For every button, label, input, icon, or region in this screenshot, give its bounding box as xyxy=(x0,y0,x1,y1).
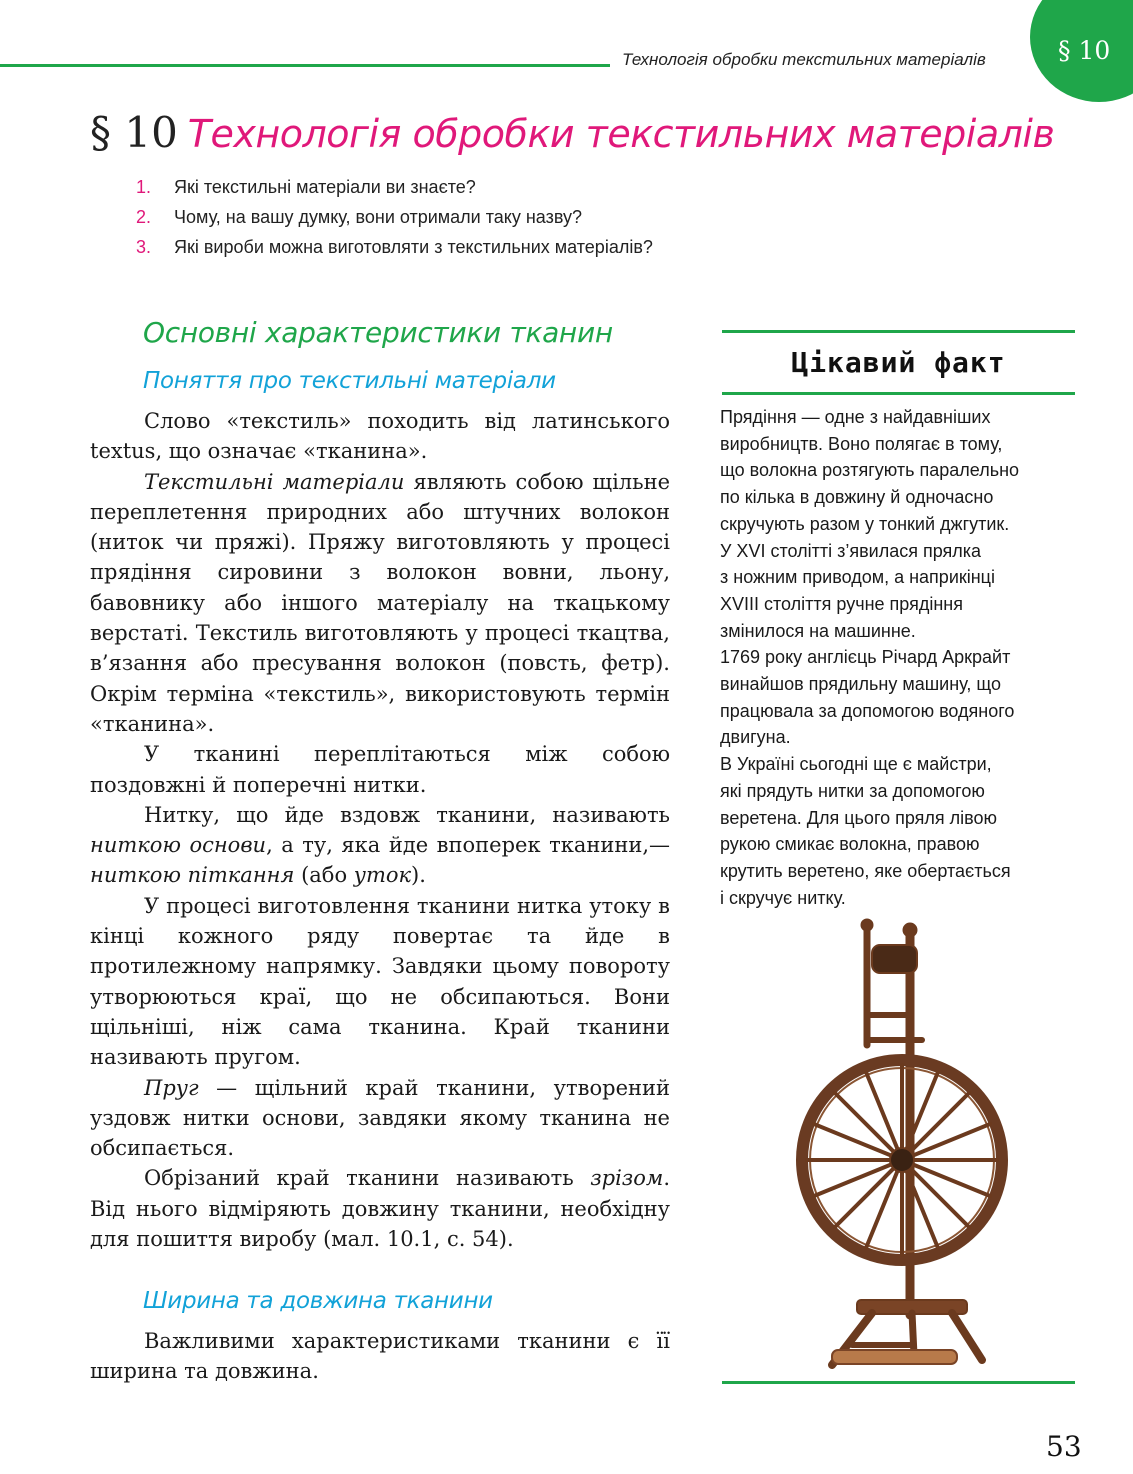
fact-line: які прядуть нитки за допомогою xyxy=(720,780,985,801)
question-text: Які вироби можна виготовляти з текстильних матеріалів? xyxy=(174,237,653,257)
paragraph xyxy=(90,1326,670,1387)
fact-line: з ножним приводом, а наприкінці xyxy=(720,567,995,588)
paragraph-text: (або xyxy=(294,863,354,888)
paragraph-text: . Від нього відміряють довжину тканини, необхідну для пошиття виробу (мал. 10.1, с. 54). xyxy=(90,1166,670,1252)
fact-line: Прядіння — одне з найдавніших xyxy=(720,407,991,427)
paragraph-text: У тканині переплітаються між собою поздовжні й поперечні нитки. xyxy=(90,742,670,797)
fact-line: двигуна. xyxy=(720,727,791,748)
paragraph-text: У процесі виготовлення тканини нитка утоку в кінці кожного ряду повертає та йде в протилежному напрямку. Завдяки цьому повороту утворюються краї, що не обсипаються. Вони щільніші, ніж сама тканина. Край тканини називають пругом. xyxy=(90,893,670,1070)
paragraph xyxy=(90,1073,670,1164)
fact-line: по кілька в довжину й одночасно xyxy=(720,487,994,508)
paragraph xyxy=(90,800,670,891)
paragraph xyxy=(90,467,670,740)
subsection-heading-width-length: Ширина та довжина тканини xyxy=(143,1288,493,1314)
question-number: 3. xyxy=(136,237,152,257)
main-text-block xyxy=(90,406,670,1254)
fact-line: У XVI столітті з’явилася прялка xyxy=(720,540,982,561)
paragraph-text: Нитку, що йде вздовж тканини, називають xyxy=(144,802,670,827)
section-heading: Основні характеристики тканин xyxy=(143,316,613,349)
term-utok: уток xyxy=(353,863,412,888)
spinning-wheel-illustration xyxy=(792,915,1032,1375)
term-weft-thread: ниткою піткання xyxy=(90,863,295,888)
fact-line: і скручує нитку. xyxy=(720,887,846,908)
fact-line: рукою смикає волокна, правою xyxy=(720,834,980,855)
fact-line: В Україні сьогодні ще є майстри, xyxy=(720,754,992,775)
paragraph xyxy=(90,891,670,1073)
question-item xyxy=(136,202,653,232)
fact-line: виробництв. Воно полягає в тому, xyxy=(720,433,1003,454)
paragraph-text: — щільний край тканини, утворений уздовж нитки основи, завдяки якому тканина не обсипається. xyxy=(90,1075,670,1161)
paragraph-text: , а ту, яка йде впоперек тканини,— xyxy=(266,833,670,858)
question-text: Чому, на вашу думку, вони отримали таку назву? xyxy=(174,207,583,227)
paragraph-text: Обрізаний край тканини називають xyxy=(144,1166,591,1191)
fact-top-rule xyxy=(722,330,1075,333)
page-number: 53 xyxy=(1046,1430,1082,1463)
term-textile-materials: Текстильні матеріали xyxy=(144,469,405,494)
page-title xyxy=(90,108,1054,157)
question-list xyxy=(136,172,653,262)
term-cut-edge: зрізом xyxy=(590,1166,664,1191)
title-number: § 10 xyxy=(90,108,178,157)
question-item xyxy=(136,232,653,262)
fact-line: працювала за допомогою водяного xyxy=(720,700,1015,721)
fact-line: 1769 року англієць Річард Аркрайт xyxy=(720,647,1011,668)
paragraph xyxy=(90,1163,670,1254)
term-selvedge: Пруг xyxy=(144,1075,199,1100)
question-number: 2. xyxy=(136,207,152,227)
section-badge-label: § 10 xyxy=(1058,36,1111,65)
paragraph-text: являють собою щільне переплетення природних або штучних волокон (ниток чи пряжі). Пряжу виготовляють у процесі прядіння сировини з волокон вовни, льону, бавовнику або іншого матеріалу на ткацькому верстаті. Текстиль виготовляють у процесі ткацтва, в’язання або пресування волокон (повсть, фетр). Окрім терміна «текстиль», використовують термін «тканина». xyxy=(90,469,670,736)
fact-title: Цікавий факт xyxy=(791,346,1006,379)
question-item xyxy=(136,172,653,202)
paragraph-text: ). xyxy=(411,863,426,888)
question-number: 1. xyxy=(136,177,152,197)
fact-line: змінилося на машинне. xyxy=(720,620,916,641)
subsection-heading-concept: Поняття про текстильні матеріали xyxy=(143,368,556,394)
term-warp-thread: ниткою основи xyxy=(90,833,267,858)
paragraph-text: Важливими характеристиками тканини є її ширина та довжина. xyxy=(90,1329,670,1384)
fact-line: XVIII століття ручне прядіння xyxy=(720,593,963,614)
fact-line: крутить веретено, яке обертається xyxy=(720,860,1011,881)
question-text: Які текстильні матеріали ви знаєте? xyxy=(174,177,476,197)
running-title: Технологія обробки текстильних матеріалів xyxy=(622,50,986,69)
paragraph xyxy=(90,739,670,800)
fact-text xyxy=(720,404,1080,911)
width-length-text xyxy=(90,1326,670,1387)
header-rule xyxy=(0,64,610,67)
fact-line: веретена. Для цього пряля лівою xyxy=(720,807,998,828)
fact-line: що волокна розтягують паралельно xyxy=(720,460,1020,481)
title-text: Технологія обробки текстильних матеріалів xyxy=(187,112,1055,156)
fact-bottom-rule xyxy=(722,1381,1075,1384)
paragraph xyxy=(90,406,670,467)
paragraph-text: Слово «текстиль» походить від латинського textus, що означає «тканина». xyxy=(90,409,670,464)
fact-line: винайшов прядильну машину, що xyxy=(720,674,1001,695)
fact-line: скручують разом у тонкий джгутик. xyxy=(720,513,1010,534)
fact-title-rule xyxy=(722,392,1075,395)
